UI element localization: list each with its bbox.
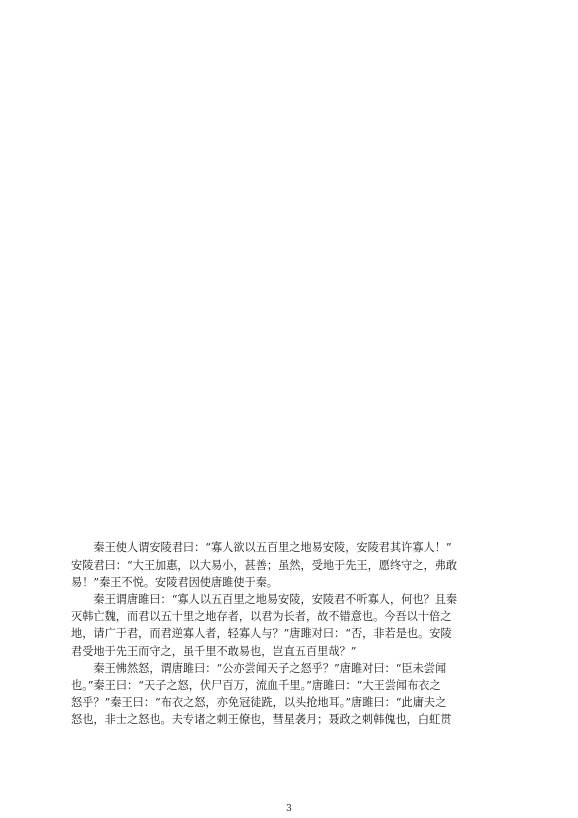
passage-line: 怒乎？”秦王曰：“布衣之怒，亦免冠徒跣，以头抢地耳。”唐雎曰：“此庸夫之 <box>71 696 447 710</box>
passage-line: 地，请广于君，而君逆寡人者，轻寡人与？”唐雎对曰：“否，非若是也。安陵 <box>71 627 452 641</box>
passage-line: 秦王使人谓安陵君曰：“寡人欲以五百里之地易安陵，安陵君其许寡人！” <box>71 541 452 555</box>
passage-line: 也。”秦王曰：“天子之怒，伏尸百万，流血千里。”唐雎曰：“大王尝闻布衣之 <box>71 679 441 692</box>
passage-line: 君受地于先王而守之，虽千里不敢易也，岂直五百里哉？” <box>71 644 357 658</box>
page-number: 3 <box>286 804 292 814</box>
passage-line: 秦王怫然怒，谓唐雎曰：“公亦尝闻天子之怒乎？”唐雎对曰：“臣未尝闻 <box>71 661 447 675</box>
passage-line: 安陵君曰：“大王加惠，以大易小，甚善；虽然，受地于先王，愿终守之，弗敢 <box>71 558 458 572</box>
passage-line: 灭韩亡魏，而君以五十里之地存者，以君为长者，故不错意也。今吾以十倍之 <box>71 610 452 624</box>
passage-line: 怒也，非士之怒也。夫专诸之刺王僚也，彗星袭月；聂政之刺韩傀也，白虹贯 <box>71 713 452 727</box>
passage-line: 秦王谓唐雎曰：“寡人以五百里之地易安陵，安陵君不听寡人，何也？且秦 <box>71 593 458 606</box>
passage-line: 易！”秦王不悦。安陵君因使唐雎使于秦。 <box>71 575 279 589</box>
